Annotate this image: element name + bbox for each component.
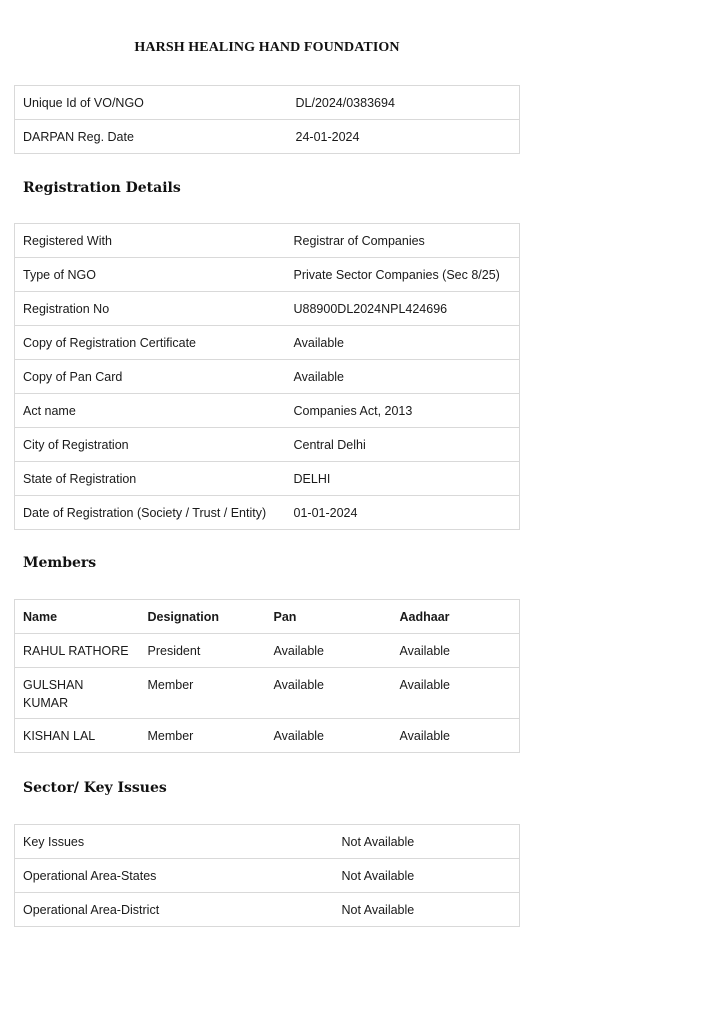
member-designation: President: [140, 634, 266, 668]
registration-table: [14, 223, 520, 530]
member-name: RAHUL RATHORE: [15, 634, 140, 668]
registration-label: Type of NGO: [15, 258, 286, 292]
member-aadhaar: Available: [392, 668, 520, 719]
member-name: [15, 668, 140, 719]
table-row: [15, 719, 520, 753]
registration-heading: Registration Details: [23, 180, 181, 196]
table-row: [15, 825, 520, 859]
registration-label: Copy of Registration Certificate: [15, 326, 286, 360]
member-aadhaar: Available: [392, 719, 520, 753]
registration-value: Available: [286, 360, 520, 394]
registration-value: Registrar of Companies: [286, 224, 520, 258]
registration-value: Central Delhi: [286, 428, 520, 462]
registration-label: Copy of Pan Card: [15, 360, 286, 394]
identity-table: [14, 85, 520, 154]
table-row: [15, 394, 520, 428]
column-header-pan: Pan: [266, 600, 392, 634]
sector-label: Operational Area-States: [15, 859, 334, 893]
sector-table: [14, 824, 520, 927]
member-pan: Available: [266, 668, 392, 719]
table-row: [15, 326, 520, 360]
registration-value: U88900DL2024NPL424696: [286, 292, 520, 326]
registration-value: Private Sector Companies (Sec 8/25): [286, 258, 520, 292]
identity-label: DARPAN Reg. Date: [15, 120, 288, 154]
registration-label: Act name: [15, 394, 286, 428]
sector-label: Key Issues: [15, 825, 334, 859]
member-aadhaar: Available: [392, 634, 520, 668]
sector-value: Not Available: [334, 859, 520, 893]
table-row: [15, 224, 520, 258]
column-header-aadhaar: Aadhaar: [392, 600, 520, 634]
member-designation: Member: [140, 719, 266, 753]
registration-label: State of Registration: [15, 462, 286, 496]
members-heading: Members: [23, 555, 97, 571]
table-row: [15, 86, 520, 120]
member-pan: Available: [266, 719, 392, 753]
table-row: [15, 258, 520, 292]
table-row: [15, 120, 520, 154]
column-header-name: Name: [15, 600, 140, 634]
column-header-designation: Designation: [140, 600, 266, 634]
member-designation: Member: [140, 668, 266, 719]
table-row: [15, 292, 520, 326]
table-row: [15, 634, 520, 668]
table-header-row: [15, 600, 520, 634]
registration-value: DELHI: [286, 462, 520, 496]
table-row: [15, 859, 520, 893]
sector-heading: Sector/ Key Issues: [23, 780, 167, 796]
table-row: [15, 496, 520, 530]
registration-label: Date of Registration (Society / Trust / Entity): [15, 496, 286, 530]
identity-value: 24-01-2024: [288, 120, 520, 154]
member-name-line: GULSHAN: [23, 678, 84, 692]
member-name: KISHAN LAL: [15, 719, 140, 753]
table-row: [15, 668, 520, 719]
sector-value: Not Available: [334, 825, 520, 859]
registration-value: Available: [286, 326, 520, 360]
registration-value: Companies Act, 2013: [286, 394, 520, 428]
registration-value: 01-01-2024: [286, 496, 520, 530]
table-row: [15, 893, 520, 927]
identity-value: DL/2024/0383694: [288, 86, 520, 120]
registration-label: City of Registration: [15, 428, 286, 462]
page-title: HARSH HEALING HAND FOUNDATION: [134, 40, 400, 55]
member-name-line: KUMAR: [23, 696, 69, 710]
registration-label: Registration No: [15, 292, 286, 326]
registration-label: Registered With: [15, 224, 286, 258]
table-row: [15, 428, 520, 462]
table-row: [15, 462, 520, 496]
table-row: [15, 360, 520, 394]
identity-label: Unique Id of VO/NGO: [15, 86, 288, 120]
members-table: [14, 599, 520, 753]
sector-value: Not Available: [334, 893, 520, 927]
member-pan: Available: [266, 634, 392, 668]
sector-label: Operational Area-District: [15, 893, 334, 927]
